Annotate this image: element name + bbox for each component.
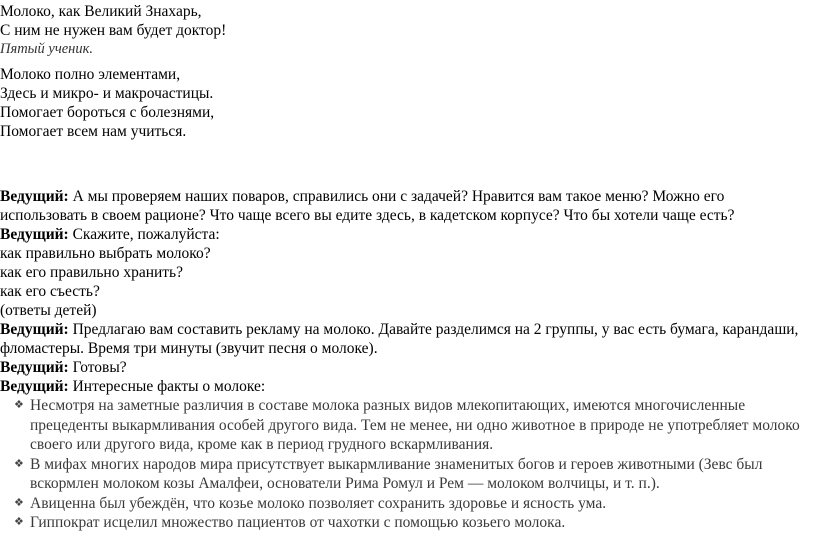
host-paragraph [0,225,812,244]
paragraph-text: А мы проверяем наших поваров, справились они с задачей? Нравится вам такое меню? Можно его использовать в своем рационе? Что чаще всего вы едите здесь, в кадетском корпусе? Что бы хотели чаще есть? [0,188,735,224]
question-line: как его правильно хранить? [0,264,184,281]
paragraph-text: Предлагаю вам составить рекламу на молоко. Давайте разделимся на 2 группы, у вас есть бумага, карандаши, фломастеры. Время три минуты (звучит песня о молоке). [0,321,799,357]
list-item [0,494,812,514]
poem-line: Помогает всем нам учиться. [0,123,187,140]
paragraph-text: Интересные факты о молоке: [68,378,266,395]
list-item [0,513,812,533]
poem-line: Молоко, как Великий Знахарь, [0,3,202,20]
fact-text: В мифах многих народов мира присутствует выкармливание знаменитых богов и героев животными (Зевс был вскормлен молоком козы Амалфеи, основатели Рима Ромул и Рем — молоком волчицы, и т. п.). [30,455,763,492]
diamond-bullet-icon: ❖ [14,399,24,411]
script-body [0,187,812,533]
diamond-bullet-icon: ❖ [14,516,24,528]
list-item [0,396,812,455]
host-paragraph [0,187,812,225]
answers-note: (ответы детей) [0,302,97,319]
host-label: Ведущий: [0,378,69,395]
list-item [0,455,812,494]
fact-text: Несмотря на заметные различия в составе молока разных видов млекопитающих, имеются многочисленные прецеденты выкармливания особей другого вида. Тем не менее, ни одно животное в природе не употребляет молоко своего или другого вида, кроме как в период грудного вскармливания. [30,397,800,453]
fact-text: Авиценна был убеждён, что козье молоко позволяет сохранить здоровье и ясность ума. [30,494,607,512]
poem-line: С ним не нужен вам будет доктор! [0,22,227,39]
host-label: Ведущий: [0,188,69,205]
host-label: Ведущий: [0,226,69,243]
diamond-bullet-icon: ❖ [14,457,24,470]
speaker-label: Пятый ученик. [0,41,94,57]
host-label: Ведущий: [0,321,69,338]
facts-list [0,396,812,533]
poem-line: Помогает бороться с болезнями, [0,104,215,121]
question-line: как правильно выбрать молоко? [0,245,211,262]
poem-line: Здесь и микро- и макрочастицы. [0,85,214,102]
host-paragraph [0,377,812,396]
paragraph-text: Готовы? [68,359,127,376]
diamond-bullet-icon: ❖ [14,496,24,509]
poem-stanza-2 [0,65,800,141]
host-label: Ведущий: [0,359,69,376]
host-paragraph [0,358,812,377]
question-line: как его съесть? [0,283,100,300]
fact-text: Гиппократ исцелил множество пациентов от чахотки с помощью козьего молока. [30,514,566,531]
poem-stanza-1 [0,2,800,40]
host-paragraph [0,320,812,358]
paragraph-text: Скажите, пожалуйста: [68,226,220,243]
poem-line: Молоко полно элементами, [0,66,181,83]
